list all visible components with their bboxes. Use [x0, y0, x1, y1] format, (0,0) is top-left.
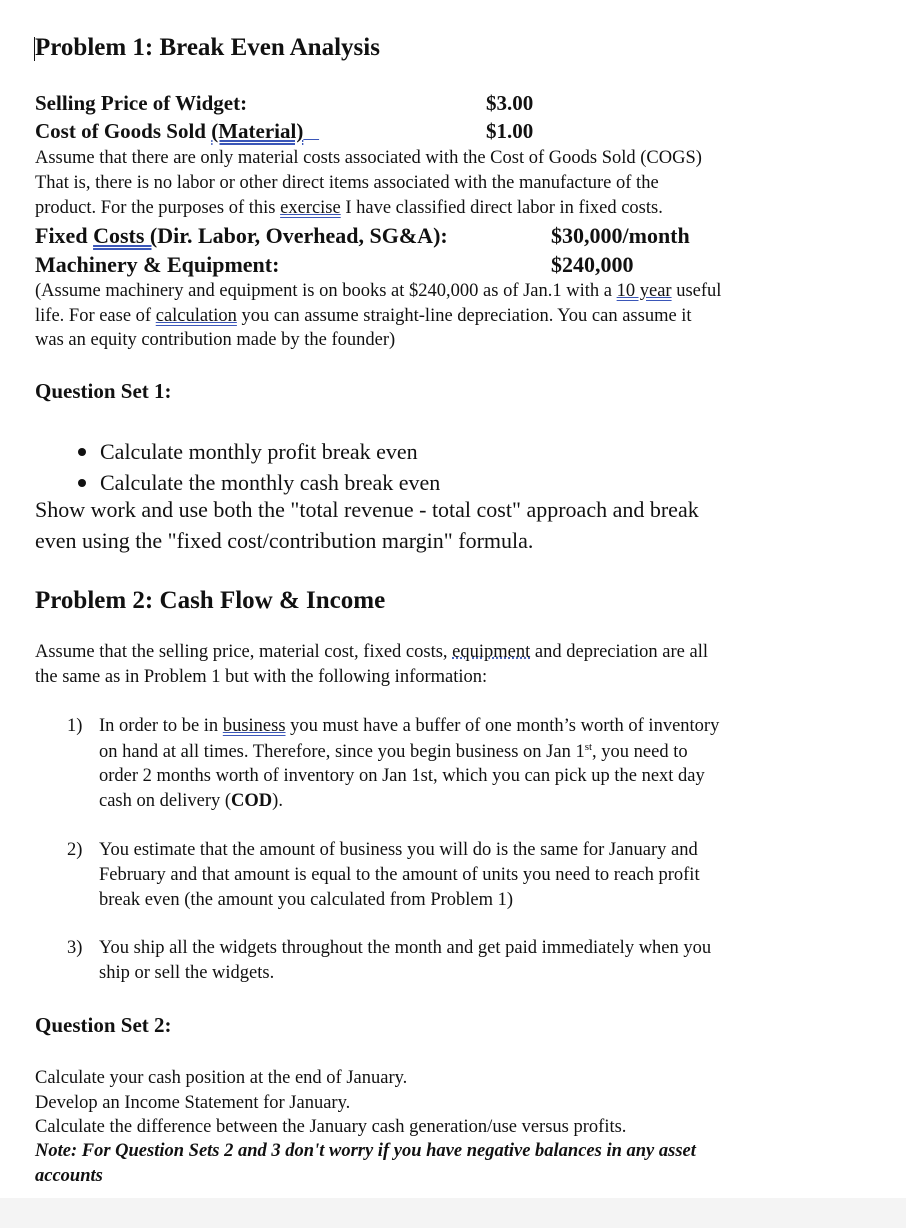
cogs-label: Cost of Goods Sold (Material): [35, 119, 304, 143]
bullet-icon: [78, 479, 86, 487]
machinery-line-1: (Assume machinery and equipment is on books at $240,000 as of Jan.1 with a 10 year useful: [35, 281, 722, 301]
fixed-costs-value: $30,000/month: [551, 223, 690, 248]
item1-line-4: cash on delivery (COD).: [99, 791, 283, 811]
qset2-note-line-1: Note: For Question Sets 2 and 3 don't worry if you have negative balances in any asset: [35, 1141, 696, 1161]
item2-line-3: break even (the amount you calculated from Problem 1): [99, 890, 514, 910]
cogs-value: $1.00: [486, 119, 534, 143]
page-bottom-edge: [0, 1198, 906, 1228]
list-number: 3): [67, 938, 83, 958]
qset1-show-line-1: Show work and use both the "total revenue - total cost" approach and break: [35, 497, 699, 522]
question-set-2-title: Question Set 2:: [35, 1013, 172, 1037]
assume-line-2: That is, there is no labor or other direct items associated with the manufacture of the: [35, 173, 659, 193]
assume-line-3: product. For the purposes of this exercise I have classified direct labor in fixed costs.: [35, 198, 663, 218]
item3-line-1: You ship all the widgets throughout the month and get paid immediately when you: [99, 938, 712, 958]
qset2-line-3: Calculate the difference between the January cash generation/use versus profits.: [35, 1117, 627, 1137]
list-number: 1): [67, 716, 83, 736]
problem2-intro-1: Assume that the selling price, material cost, fixed costs, equipment and depreciation are all: [35, 642, 708, 662]
question-set-1-title: Question Set 1:: [35, 379, 172, 403]
qset2-line-2: Develop an Income Statement for January.: [35, 1093, 351, 1113]
item1-line-1: In order to be in business you must have a buffer of one month’s worth of inventory: [99, 716, 720, 736]
machinery-value: $240,000: [551, 252, 634, 277]
qset2-note-line-2: accounts: [35, 1166, 103, 1186]
item2-line-2: February and that amount is equal to the amount of units you need to reach profit: [99, 865, 700, 885]
problem2-intro-2: the same as in Problem 1 but with the following information:: [35, 667, 488, 687]
qset2-line-1: Calculate your cash position at the end of January.: [35, 1068, 408, 1088]
bullet-icon: [78, 448, 86, 456]
selling-price-value: $3.00: [486, 91, 534, 115]
fixed-costs-label: Fixed Costs (Dir. Labor, Overhead, SG&A):: [35, 223, 448, 248]
item2-line-1: You estimate that the amount of business you will do is the same for January and: [99, 840, 698, 860]
problem1-title: Problem 1: Break Even Analysis: [35, 34, 380, 61]
qset1-bullet-1: Calculate monthly profit break even: [78, 439, 418, 465]
problem2-title: Problem 2: Cash Flow & Income: [35, 587, 386, 614]
qset1-bullet-2: Calculate the monthly cash break even: [78, 470, 440, 496]
machinery-line-2: life. For ease of calculation you can assume straight-line depreciation. You can assume it: [35, 306, 692, 326]
qset1-show-line-2: even using the "fixed cost/contribution margin" formula.: [35, 528, 534, 553]
item1-line-2: on hand at all times. Therefore, since you begin business on Jan 1st, you need to: [99, 741, 688, 763]
item3-line-2: ship or sell the widgets.: [99, 963, 275, 983]
assume-line-1: Assume that there are only material costs associated with the Cost of Goods Sold (COGS): [35, 148, 702, 168]
machinery-label: Machinery & Equipment:: [35, 252, 280, 277]
selling-price-label: Selling Price of Widget:: [35, 91, 248, 115]
list-number: 2): [67, 840, 83, 860]
item1-line-3: order 2 months worth of inventory on Jan 1st, which you can pick up the next day: [99, 766, 705, 786]
machinery-line-3: was an equity contribution made by the founder): [35, 330, 396, 350]
